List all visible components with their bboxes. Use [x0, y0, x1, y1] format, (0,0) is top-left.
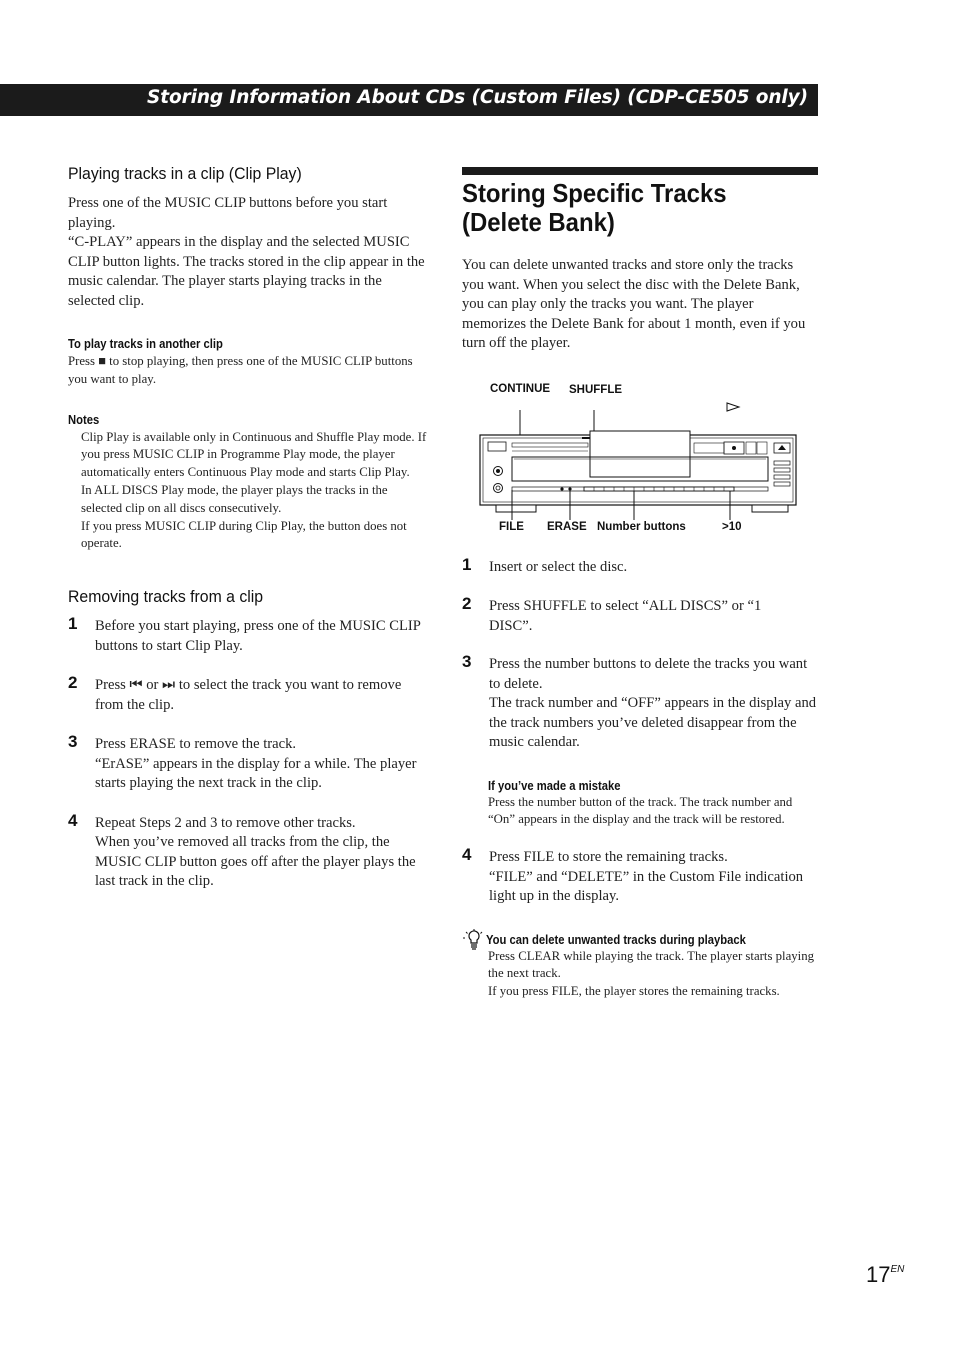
step-number: 3: [68, 732, 78, 752]
step-number: 3: [462, 652, 472, 671]
tip-box: [462, 933, 818, 1001]
left-column: [68, 160, 428, 892]
title-rule: [462, 167, 818, 175]
tip-heading: You can delete unwanted tracks during playback: [486, 932, 746, 947]
removing-step-3: 3 Press ERASE to remove the track. “ErASE” appears in the display for a while. The player starts playing the next track in the clip.: [68, 732, 417, 792]
continue-label: CONTINUE: [490, 382, 551, 395]
another-clip-heading: To play tracks in another clip: [68, 337, 223, 351]
step-number: 1: [68, 614, 78, 634]
tip-line: If you press FILE, the player stores the remaining tracks.: [488, 984, 780, 999]
step-number: 2: [462, 594, 472, 613]
step-number: 2: [68, 673, 78, 693]
mistake-heading: If you’ve made a mistake: [488, 778, 621, 793]
delete-step-3: 3 Press the number buttons to delete the tracks you want to delete. The track number and “OFF” appears in the display and the track numbers you’ve deleted disappear from the music calendar.: [462, 652, 817, 750]
another-clip-text: Press ■ to stop playing, then press one of the MUSIC CLIP buttons you want to play.: [68, 354, 413, 386]
file-label: FILE: [499, 520, 524, 533]
lightbulb-icon: [462, 929, 484, 953]
notes-list: [68, 429, 428, 554]
clip-play-para2: “C-PLAY” appears in the display and the selected MUSIC CLIP button lights. The tracks stored in the clip appear in the music calendar. The player starts playing tracks in the selected clip.: [68, 234, 425, 309]
step-number: 4: [68, 810, 78, 830]
number-buttons-label: Number buttons: [597, 520, 686, 533]
section-banner: [0, 84, 818, 116]
delete-step-4: 4 Press FILE to store the remaining tracks. “FILE” and “DELETE” in the Custom File indication light up in the display.: [462, 845, 804, 905]
removing-step-4: 4 Repeat Steps 2 and 3 to remove other tracks. When you’ve removed all tracks from the clip, the MUSIC CLIP button goes off after the player plays the last track in the clip.: [68, 810, 416, 890]
mistake-box: [462, 779, 818, 830]
tip-line: Press CLEAR while playing the track. The player starts playing the next track.: [488, 948, 815, 981]
removing-heading: Removing tracks from a clip: [68, 587, 264, 607]
step-number: 1: [462, 554, 472, 574]
note-item: If you press MUSIC CLIP during Clip Play, the button does not operate.: [81, 518, 407, 551]
stop-icon: ■: [98, 354, 106, 368]
shuffle-label: SHUFFLE: [569, 383, 623, 396]
erase-label: ERASE: [547, 520, 587, 533]
clip-play-heading: Playing tracks in a clip (Clip Play): [68, 164, 302, 183]
notes-heading: Notes: [68, 412, 100, 427]
page-number: $17^{EN}$: [866, 1262, 905, 1287]
player-diagram: [462, 367, 818, 547]
right-column: [462, 167, 818, 1001]
delete-step-1: 1 Insert or select the disc.: [462, 554, 628, 575]
page-title: Storing Specific Tracks (Delete Bank): [462, 178, 727, 237]
note-item: Clip Play is available only in Continuous and Shuffle Play mode. If you press MUSIC CLIP in Programme Play mode, the player automatically enters Continuous Play mode and starts Clip Play.: [81, 429, 427, 480]
removing-step-1: 1 Before you start playing, press one of the MUSIC CLIP buttons to start Clip Play.: [68, 614, 421, 654]
step-number: 4: [462, 845, 472, 865]
cd-player-illustration: [462, 395, 818, 520]
removing-step-2: 2 Press ⏮ or ⏭ to select the track you want to remove from the clip.: [68, 673, 402, 713]
banner-title: Storing Information About CDs (Custom Files) (CDP-CE505 only): [147, 87, 808, 108]
intro-text: You can delete unwanted tracks and store only the tracks you want. When you select the disc with the Delete Bank, you can play only the tracks you want. The player memorizes the Delete Bank for about 1 month, even if you turn off the player.: [462, 257, 806, 351]
mistake-text: Press the number button of the track. The track number and “On” appears in the display and the track will be restored.: [488, 794, 793, 827]
note-item: In ALL DISCS Play mode, the player plays the tracks in the selected clip on all discs consecutively.: [81, 482, 388, 515]
gt10-label: >10: [722, 520, 742, 533]
delete-step-2: 2 Press SHUFFLE to select “ALL DISCS” or “1 DISC”.: [462, 594, 762, 634]
clip-play-para1: Press one of the MUSIC CLIP buttons before you start playing.: [68, 195, 388, 231]
